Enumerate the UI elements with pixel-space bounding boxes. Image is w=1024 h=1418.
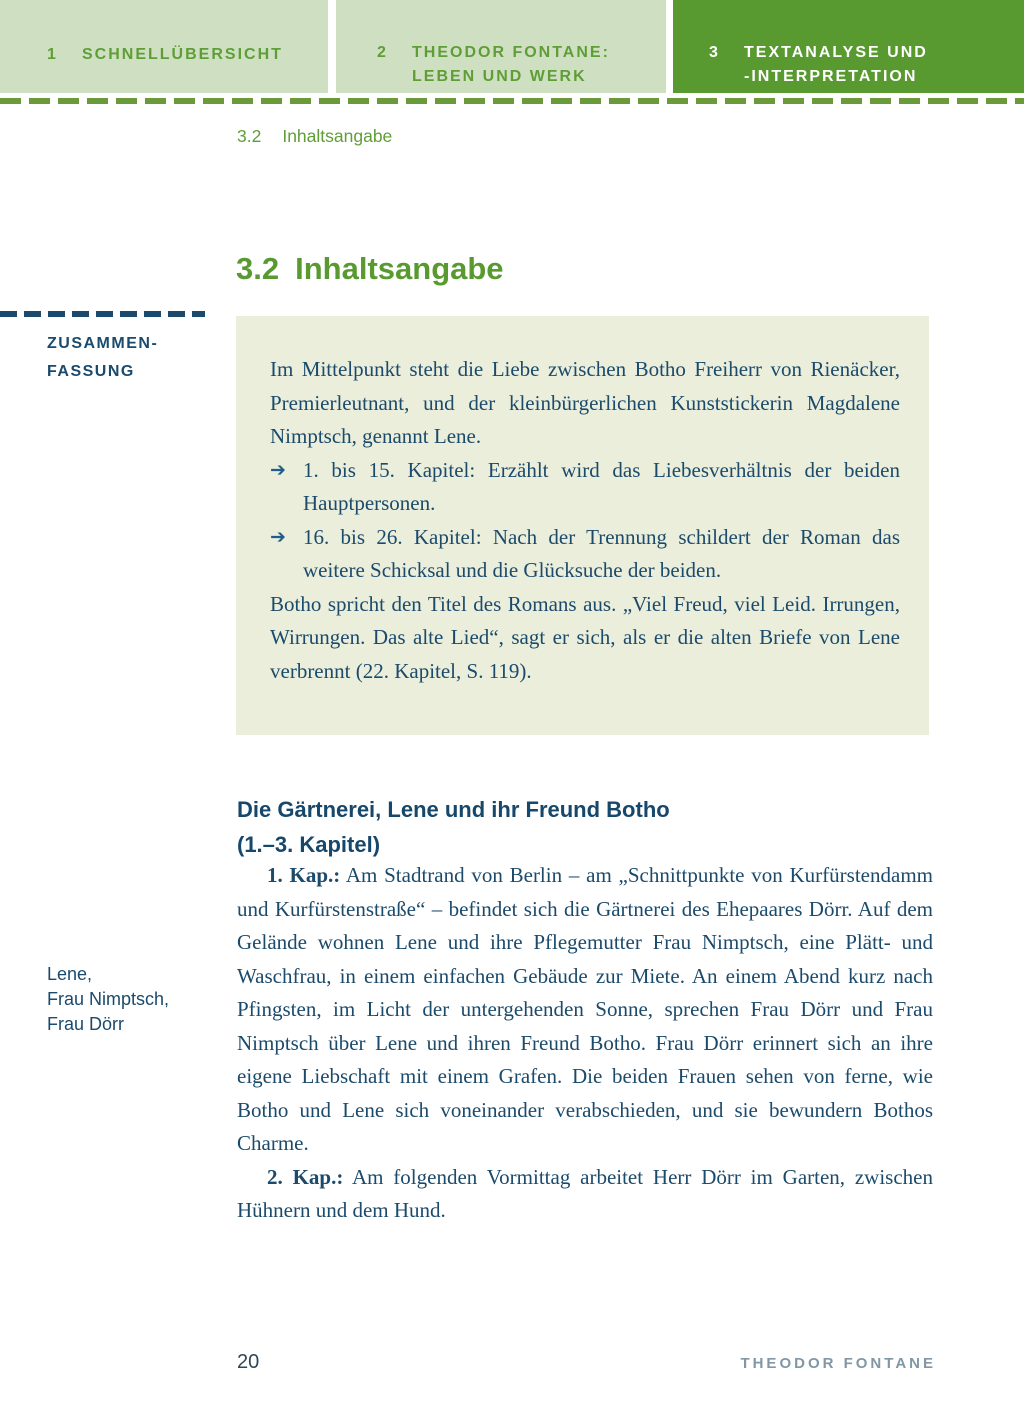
tab-content: [377, 41, 610, 89]
summary-dashed-rule: [0, 311, 205, 317]
page-title-number: 3.2: [236, 251, 280, 286]
page-number: 20: [237, 1351, 260, 1373]
margin-note-line: Lene,: [47, 964, 93, 984]
tab-textanalyse-und-interpretation-active[interactable]: [673, 0, 1024, 93]
page-title-label: Inhaltsangabe: [295, 251, 504, 286]
tab-label: [82, 43, 283, 67]
chapter-text: Am Stadtrand von Berlin – am „Schnittpunkte von Kurfürstendamm und Kurfürstenstraße“ – befindet sich die Gärtnerei des Ehepaares Dörr. Auf dem Gelände wohnen Lene und ihre Pflegemutter Frau Nimptsch, eine Plätt- und Waschfrau, in einem einfachen Gebäude zur Miete. An einem Abend kurz nach Pfingsten, im Licht der untergehenden Sonne, sprechen Frau Dörr und Frau Nimptsch über Lene und ihren Freund Botho. Frau Dörr erinnert sich an ihre eigene Liebschaft mit einem Grafen. Die beiden Frauen sehen von ferne, wie Botho und Lene sich voneinander verabschieden, und sie bewundern Bothos Charme.: [237, 863, 933, 1155]
footer-book-title: THEODOR FONTANE: [740, 1355, 936, 1372]
chapter-lead: 2. Kap.:: [267, 1164, 344, 1189]
content-heading-line: Die Gärtnerei, Lene und ihr Freund Botho: [237, 797, 670, 822]
tab-content: [709, 41, 928, 89]
chapter-paragraph: [237, 859, 933, 1161]
content-heading-line: (1.–3. Kapitel): [237, 832, 381, 857]
summary-outro: Botho spricht den Titel des Romans aus. „Viel Freud, viel Leid. Irrungen, Wirrungen. Das alte Lied“, sagt er sich, als er die alten Briefe von Lene verbrennt (22. Kapitel, S. 119).: [270, 591, 900, 683]
summary-bullet-text: 16. bis 26. Kapitel: Nach der Trennung schildert der Roman das weitere Schicksal und die Glücksuche der beiden.: [303, 524, 900, 582]
summary-label-line: FASSUNG: [47, 363, 135, 380]
tab-number: 1: [47, 46, 58, 63]
margin-note-characters: [47, 962, 169, 1037]
tab-schnelluebersicht[interactable]: [0, 0, 328, 93]
tab-label: [744, 41, 928, 89]
tab-theodor-fontane-leben-und-werk[interactable]: [336, 0, 666, 93]
summary-margin-label: [47, 330, 158, 386]
chapter-tab-bar: [0, 0, 1024, 93]
breadcrumb-label: Inhaltsangabe: [282, 126, 393, 146]
page-title: [236, 251, 504, 287]
summary-intro: Im Mittelpunkt steht die Liebe zwischen Botho Freiherr von Rienäcker, Premierleutnant, und der kleinbürgerlichen Kunststickerin Magdalene Nimptsch, genannt Lene.: [270, 357, 900, 448]
summary-bullet: [270, 454, 900, 521]
tab-number: 3: [709, 44, 720, 61]
tab-label-line: SCHNELLÜBERSICHT: [82, 46, 283, 63]
body-text: [237, 859, 933, 1228]
margin-note-line: Frau Nimptsch,: [47, 989, 170, 1009]
summary-bullet-text: 1. bis 15. Kapitel: Erzählt wird das Liebesverhältnis der beiden Hauptpersonen.: [303, 457, 900, 515]
summary-label-line: ZUSAMMEN-: [47, 335, 159, 352]
arrow-right-icon: ➔: [270, 458, 286, 481]
margin-note-line: Frau Dörr: [47, 1014, 125, 1034]
breadcrumb: [237, 126, 392, 147]
tab-label: [412, 41, 610, 89]
tab-label-line: TEXTANALYSE UND: [744, 44, 928, 61]
summary-bullet: [270, 521, 900, 588]
tab-number: 2: [377, 44, 388, 61]
chapter-paragraph: [237, 1161, 933, 1228]
arrow-right-icon: ➔: [270, 525, 286, 548]
tab-label-line: -INTERPRETATION: [744, 68, 918, 85]
chapter-lead: 1. Kap.:: [267, 863, 341, 887]
chapter-text: Am folgenden Vormittag arbeitet Herr Dörr im Garten, zwischen Hühnern und dem Hund.: [237, 1164, 933, 1222]
breadcrumb-number: 3.2: [237, 126, 262, 146]
tab-label-line: LEBEN UND WERK: [412, 68, 587, 85]
summary-box: [236, 316, 929, 735]
header-dashed-rule: [0, 98, 1024, 104]
tab-label-line: THEODOR FONTANE:: [412, 44, 610, 61]
tab-content: [47, 43, 283, 67]
content-heading: [237, 792, 670, 862]
